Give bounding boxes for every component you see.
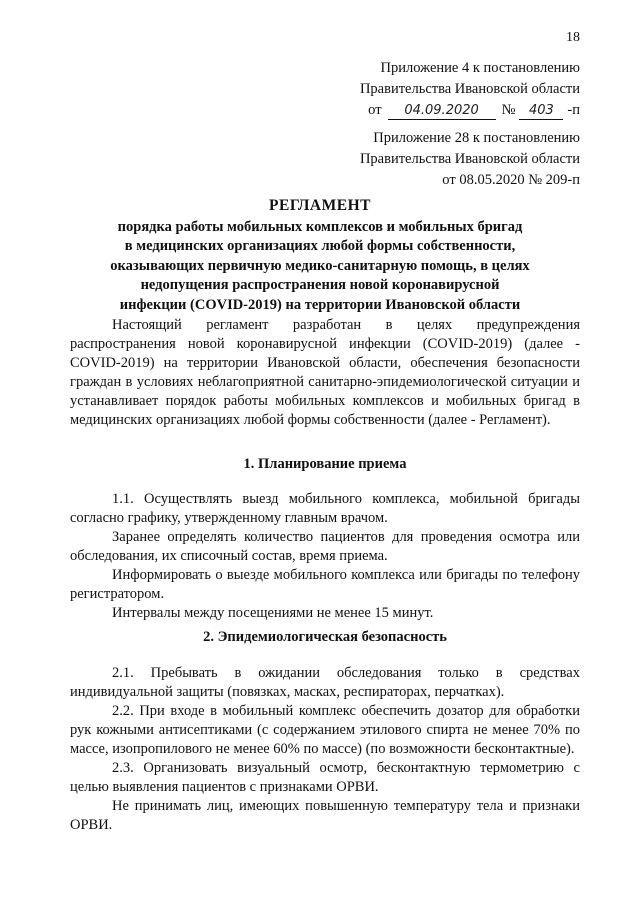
appendix-previous-line3: от 08.05.2020 № 209-п (442, 172, 580, 188)
page-number: 18 (566, 30, 580, 45)
section1-paragraph: Информировать о выезде мобильного комплекса или бригады по телефону регистратором. (70, 567, 580, 602)
number-label: № (501, 102, 516, 118)
section1-heading: 1. Планирование приема (243, 456, 407, 472)
appendix-current-line1: Приложение 4 к постановлению (380, 60, 580, 76)
section2-heading: 2. Эпидемиологическая безопасность (203, 629, 447, 645)
title-line: оказывающих первичную медико-санитарную помощь, в целях (110, 257, 530, 274)
section1-paragraph: 1.1. Осуществлять выезд мобильного комплекса, мобильной бригады согласно графику, утвержденному главным врачом. (70, 491, 580, 526)
section1-paragraph: Интервалы между посещениями не менее 15 минут. (112, 605, 434, 621)
section2-body (70, 664, 580, 835)
title-line: порядка работы мобильных комплексов и мобильных бригад (117, 218, 523, 235)
appendix-current-block (360, 58, 580, 121)
regulation-title (70, 196, 570, 315)
title-line: недопущения распространения новой коронавирусной (140, 277, 500, 293)
title-main: РЕГЛАМЕНТ (269, 197, 371, 214)
title-line: в медицинских организациях любой формы собственности, (124, 238, 516, 254)
appendix-current-order-line (360, 100, 580, 121)
intro-block (70, 316, 580, 430)
appendix-previous-line1: Приложение 28 к постановлению (373, 130, 580, 146)
handwritten-number: 403 (519, 102, 563, 120)
section1-body (70, 490, 580, 623)
from-label: от (368, 102, 382, 118)
appendix-previous-line2: Правительства Ивановской области (359, 151, 580, 167)
handwritten-date: 04.09.2020 (388, 102, 496, 120)
section1-paragraph: Заранее определять количество пациентов для проведения осмотра или обследования, их списочный состав, время приема. (70, 529, 580, 564)
section2-paragraph: 2.3. Организовать визуальный осмотр, бесконтактную термометрию с целью выявления пациентов с признаками ОРВИ. (70, 760, 580, 795)
number-suffix: -п (567, 102, 580, 118)
appendix-previous-block (360, 128, 580, 191)
section2-paragraph: 2.2. При входе в мобильный комплекс обеспечить дозатор для обработки рук кожными антисептиками (с содержанием этилового спирта не менее 70% по массе, изопропилового не менее 60% по массе) (по возможности бесконтактные). (70, 703, 580, 757)
section2-paragraph: 2.1. Пребывать в ожидании обследования только в средствах индивидуальной защиты (повязках, масках, респираторах, перчатках). (70, 665, 580, 700)
intro-paragraph: Настоящий регламент разработан в целях предупреждения распространения новой коронавирусной инфекции (COVID-2019) (далее - COVID-2019) на территории Ивановской области, обеспечения безопасности граждан в условиях неблагоприятной санитарно-эпидемиологической ситуации и устанавливает порядок работы мобильных комплексов и мобильных бригад в медицинских организациях любой формы собственности (далее - Регламент). (70, 317, 580, 428)
title-line: инфекции (COVID-2019) на территории Ивановской области (119, 296, 521, 313)
section2-paragraph: Не принимать лиц, имеющих повышенную температуру тела и признаки ОРВИ. (70, 798, 580, 833)
appendix-current-line2: Правительства Ивановской области (359, 81, 580, 97)
